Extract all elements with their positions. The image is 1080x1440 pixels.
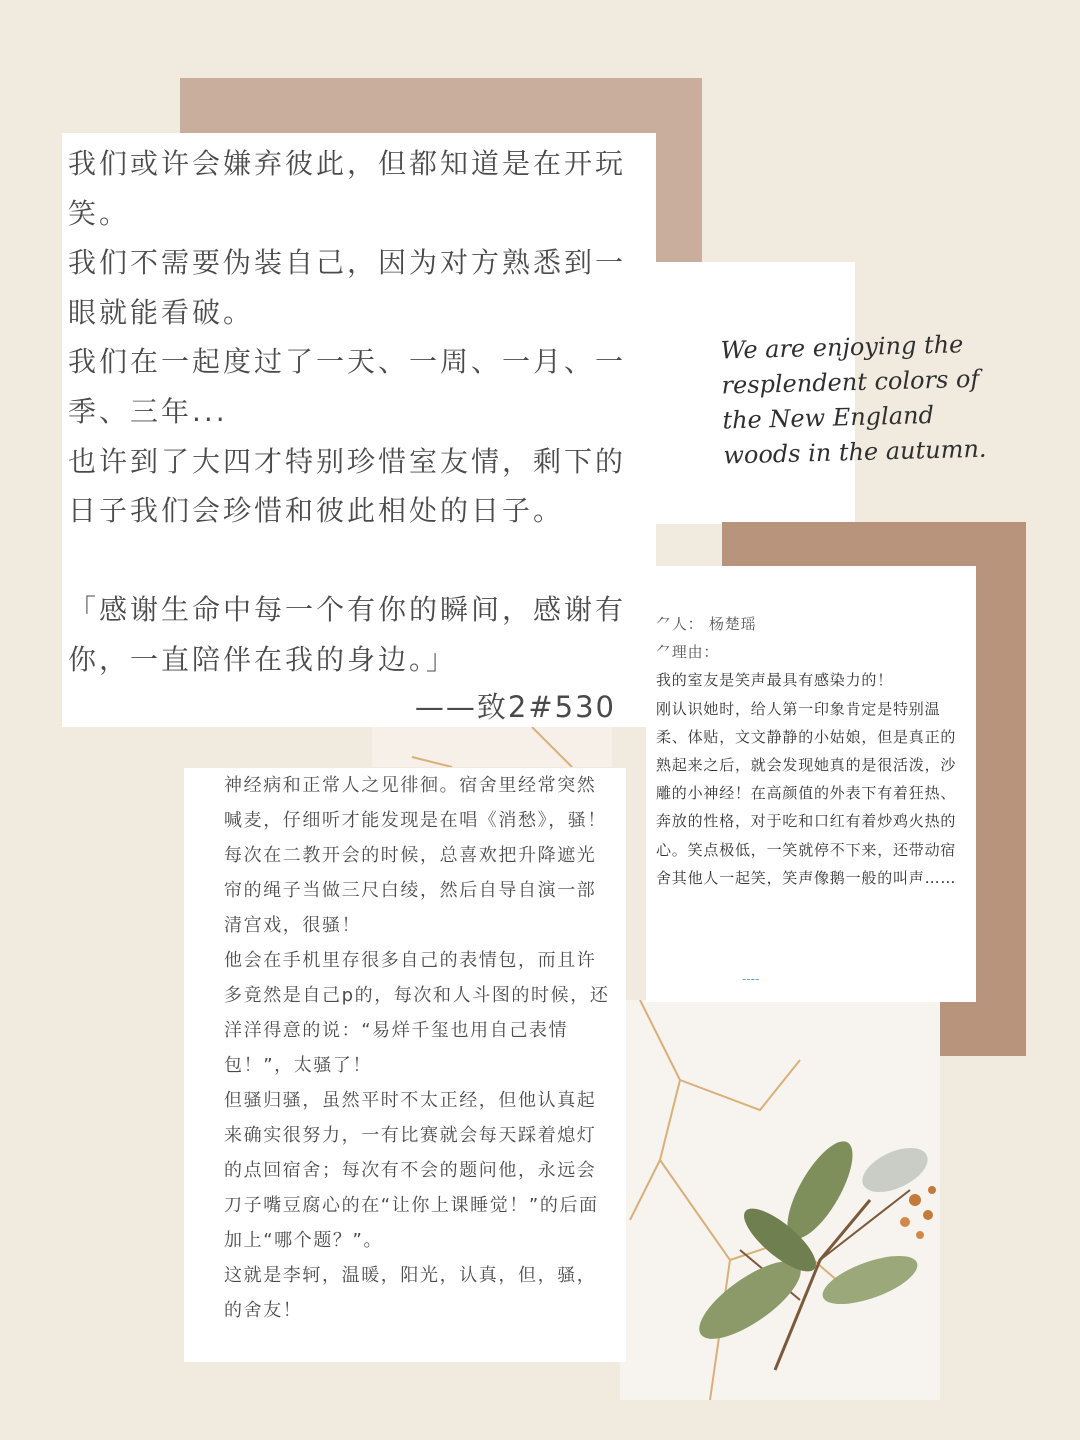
quote-line-1: We are enjoying the: [720, 330, 964, 365]
main-text-body: [68, 139, 628, 685]
right-text-body: [656, 610, 968, 892]
right-paragraph-1: 我的室友是笑声最具有感染力的！: [656, 671, 894, 690]
quote-line-2: resplendent colors of: [721, 364, 980, 400]
quote-line-3: the New England: [722, 400, 935, 435]
main-gratitude-quote: 「感谢生命中每一个有你的瞬间，感谢有你，一直陪伴在我的身边。」: [68, 593, 627, 676]
quote-line-4: woods in the autumn.: [723, 434, 987, 470]
main-signature: ——致2#530: [414, 690, 616, 724]
lower-paragraph-4: 这就是李轲，温暖，阳光，认真，但，骚，的舍友！: [224, 1265, 597, 1321]
main-paragraph-2: 我们不需要伪装自己，因为对方熟悉到一眼就能看破。: [68, 246, 627, 329]
plant-graphic: [680, 1130, 950, 1380]
right-text-card: [646, 566, 976, 1002]
paragraph-gap: [68, 536, 628, 586]
lower-text-body: [224, 768, 610, 1328]
nominee-line: ⺈人： 杨楚瑶: [656, 615, 757, 633]
lower-paragraph-3: 但骚归骚，虽然平时不太正经，但他认真起来确实很努力，一有比赛就会每天踩着熄灯的点回宿舍；每次有不会的题问他，永远会刀子嘴豆腐心的在“让你上课睡觉！”的后面加上“哪个题？”。: [224, 1090, 599, 1251]
reason-line: ⺈理由：: [656, 643, 720, 662]
lower-paragraph-2: 他会在手机里存很多自己的表情包，而且许多竟然是自己p的，每次和人斗图的时候，还洋洋得意的说：“易烊千玺也用自己表情包！”，太骚了！: [224, 950, 610, 1076]
lower-text-card: [184, 768, 626, 1362]
lower-paragraph-1: 神经病和正常人之见徘徊。宿舍里经常突然喊麦，仔细听才能发现是在唱《消愁》，骚！每次在二教开会的时候，总喜欢把升降遮光帘的绳子当做三尺白绫，然后自导自演一部清宫戏，很骚！: [224, 775, 607, 936]
right-paragraph-2: 刚认识她时，给人第一印象肯定是特别温柔、体贴，文文静静的小姑娘，但是真正的熟起来之后，就会发现她真的是很活泼，沙雕的小神经！在高颜值的外表下有着狂热、奔放的性格，对于吃和口红有着炒鸡火热的心。笑点极低，一笑就停不下来，还带动宿舍其他人一起笑，笑声像鹅一般的叫声……: [656, 699, 957, 887]
main-paragraph-3: 我们在一起度过了一天、一周、一月、一季、三年...: [68, 345, 627, 428]
handwritten-quote: [720, 326, 994, 473]
main-paragraph-1: 我们或许会嫌弃彼此，但都知道是在开玩笑。: [68, 147, 627, 230]
dotted-divider: ----: [742, 972, 760, 986]
dried-flower-bouquet-icon: [680, 1130, 950, 1380]
marble-strip-veins: [372, 727, 612, 767]
main-text-card: [62, 133, 656, 727]
main-paragraph-4: 也许到了大四才特别珍惜室友情，剩下的日子我们会珍惜和彼此相处的日子。: [68, 444, 627, 528]
marble-strip: [372, 727, 612, 767]
